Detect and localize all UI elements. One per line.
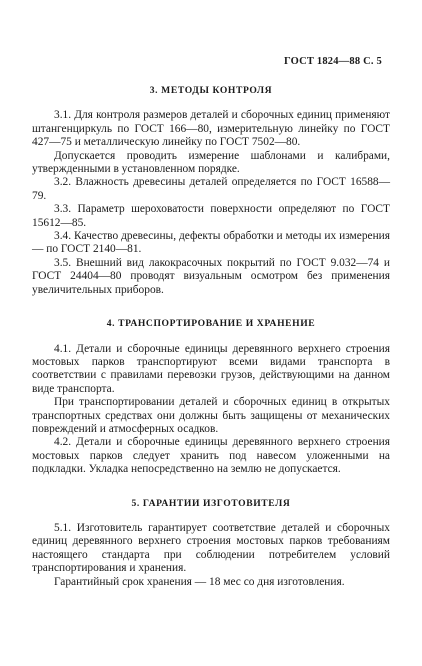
paragraph: 3.3. Параметр шероховатости поверхности определяют по ГОСТ 15612—85.	[32, 203, 390, 229]
paragraph: 3.1. Для контроля размеров деталей и сборочных единиц применяют штангенциркуль по ГОСТ 166—80, измерительную линейку по ГОСТ 427—75 и металлическую линейку по ГОСТ 7502—80.	[32, 109, 390, 149]
paragraph: При транспортировании деталей и сборочных единиц в открытых транспортных средствах они должны быть защищены от механических повреждений и атмосферных осадков.	[32, 396, 390, 435]
paragraph: 5.1. Изготовитель гарантирует соответствие деталей и сборочных единиц деревянного верхнего строения мостовых парков требованиям настоящего стандарта при соблюдении потребителем условий транспортирования и хранения.	[32, 521, 390, 575]
document-body	[32, 84, 390, 589]
paragraph: 3.5. Внешний вид лакокрасочных покрытий по ГОСТ 9.032—74 и ГОСТ 24404—80 проводят визуальным осмотром без применения увеличительных приборов.	[32, 256, 390, 296]
section-title: 5. ГАРАНТИИ ИЗГОТОВИТЕЛЯ	[131, 497, 291, 509]
paragraph: Гарантийный срок хранения — 18 мес со дня изготовления.	[54, 575, 345, 588]
paragraph: 4.1. Детали и сборочные единицы деревянного верхнего строения мостовых парков транспортируют всеми видами транспорта в соответствии с правилами перевозки грузов, действующими на данном виде транспорта.	[32, 342, 390, 395]
section-methods	[32, 84, 390, 297]
paragraph: 3.4. Качество древесины, дефекты обработки и методы их измерения — по ГОСТ 2140—81.	[32, 230, 390, 256]
running-header: ГОСТ 1824—88 С. 5	[283, 56, 382, 67]
section-title: 4. ТРАНСПОРТИРОВАНИЕ И ХРАНЕНИЕ	[106, 318, 316, 330]
paragraph: 4.2. Детали и сборочные единицы деревянного верхнего строения мостовых парков следует хранить под навесом уложенными на подкладки. Укладка непосредственно на землю не допускается.	[32, 436, 390, 476]
section-transport	[32, 317, 390, 476]
paragraph: Допускается проводить измерение шаблонами и калибрами, утвержденными в установленном порядке.	[32, 149, 390, 176]
paragraph: 3.2. Влажность древесины деталей определяется по ГОСТ 16588—79.	[32, 176, 390, 202]
section-title: 3. МЕТОДЫ КОНТРОЛЯ	[149, 85, 273, 96]
section-warranty	[32, 497, 390, 589]
